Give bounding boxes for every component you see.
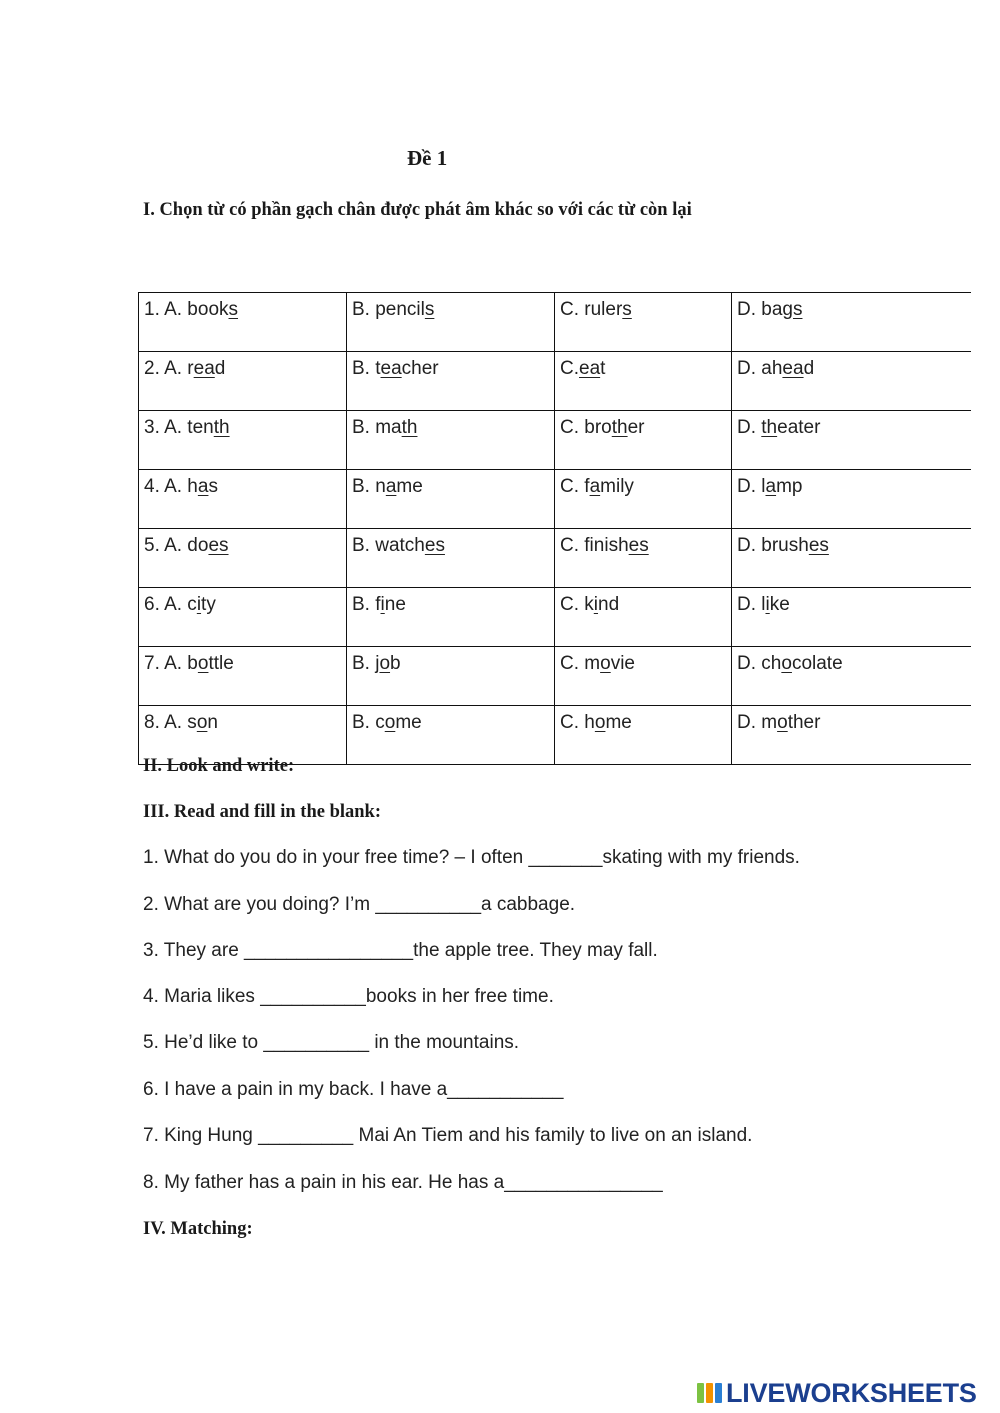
- option-cell: [732, 470, 971, 529]
- underlined-sound: i: [380, 594, 385, 615]
- option-text: vie: [610, 653, 635, 674]
- pronunciation-table-body: [139, 293, 971, 765]
- table-row: [139, 647, 971, 706]
- option-text: 5. A. do: [144, 535, 209, 556]
- option-text: b: [390, 653, 401, 674]
- option-cell: [732, 588, 971, 647]
- option-cell: [139, 647, 347, 706]
- option-text: ne: [384, 594, 406, 615]
- option-text: D. ah: [737, 358, 783, 379]
- option-cell: [732, 352, 971, 411]
- option-cell: [555, 706, 732, 765]
- option-text: er: [627, 417, 645, 438]
- pronunciation-table: [138, 292, 971, 765]
- underlined-sound: es: [628, 535, 649, 556]
- table-row: [139, 352, 971, 411]
- option-text: cher: [401, 358, 439, 379]
- option-cell: [139, 470, 347, 529]
- option-cell: [555, 352, 732, 411]
- option-cell: [555, 647, 732, 706]
- option-text: nd: [598, 594, 620, 615]
- option-text: C. k: [560, 594, 594, 615]
- option-text: me: [395, 712, 422, 733]
- underlined-sound: es: [208, 535, 229, 556]
- option-cell: [139, 529, 347, 588]
- option-text: 6. A. c: [144, 594, 197, 615]
- underlined-sound: th: [401, 417, 418, 438]
- fill-question-6: 6. I have a pain in my back. I have a___________: [143, 1079, 564, 1100]
- underlined-sound: o: [781, 653, 792, 674]
- option-text: ke: [769, 594, 790, 615]
- option-text: B. t: [352, 358, 381, 379]
- section-2-heading: II. Look and write:: [143, 756, 295, 776]
- underlined-sound: a: [197, 476, 209, 497]
- underlined-sound: o: [196, 712, 208, 733]
- option-cell: [139, 352, 347, 411]
- underlined-sound: o: [777, 712, 788, 733]
- option-text: 2. A. r: [144, 358, 194, 379]
- option-text: C. finish: [560, 535, 629, 556]
- fill-question-8: 8. My father has a pain in his ear. He has a_______________: [143, 1172, 663, 1193]
- option-text: 3. A. ten: [144, 417, 214, 438]
- option-text: D. ch: [737, 653, 782, 674]
- option-cell: [732, 411, 971, 470]
- fill-question-5: 5. He’d like to __________ in the mountains.: [143, 1032, 520, 1053]
- table-row: [139, 293, 971, 352]
- option-text: me: [605, 712, 632, 733]
- option-text: D. bag: [737, 299, 793, 320]
- option-text: B. j: [352, 653, 380, 674]
- table-row: [139, 588, 971, 647]
- option-cell: [347, 470, 555, 529]
- fill-question-2: 2. What are you doing? I’m __________a cabbage.: [143, 894, 576, 915]
- option-text: D.: [737, 417, 762, 438]
- option-text: 7. A. b: [144, 653, 198, 674]
- option-cell: [555, 470, 732, 529]
- option-cell: [347, 529, 555, 588]
- option-text: 1. A. book: [144, 299, 229, 320]
- option-text: ttle: [208, 653, 234, 674]
- underlined-sound: i: [765, 594, 770, 615]
- underlined-sound: a: [589, 476, 601, 497]
- option-text: D. l: [737, 476, 766, 497]
- underlined-sound: ea: [193, 358, 215, 379]
- option-cell: [555, 411, 732, 470]
- underlined-sound: o: [379, 653, 391, 674]
- underlined-sound: a: [385, 476, 397, 497]
- underlined-sound: i: [593, 594, 599, 615]
- fill-question-3: 3. They are ________________the apple tree. They may fall.: [143, 940, 658, 961]
- option-text: s: [208, 476, 218, 497]
- underlined-sound: ea: [782, 358, 804, 379]
- option-cell: [732, 706, 971, 765]
- table-row: [139, 411, 971, 470]
- underlined-sound: es: [808, 535, 829, 556]
- logo-text: LIVEWORKSHEETS: [726, 1377, 977, 1408]
- fill-question-7: 7. King Hung _________ Mai An Tiem and his family to live on an island.: [143, 1125, 753, 1146]
- underlined-sound: s: [792, 299, 803, 320]
- option-text: d: [214, 358, 226, 379]
- liveworksheets-logo-icon: [697, 1381, 723, 1405]
- underlined-sound: o: [384, 712, 396, 733]
- underlined-sound: o: [594, 712, 606, 733]
- table-row: [139, 529, 971, 588]
- underlined-sound: ea: [380, 358, 402, 379]
- option-cell: [555, 293, 732, 352]
- option-cell: [139, 293, 347, 352]
- option-cell: [732, 647, 971, 706]
- section-1-heading: I. Chọn từ có phần gạch chân được phát âm khác so với các từ còn lại: [143, 200, 692, 220]
- option-text: ty: [201, 594, 216, 615]
- fill-question-1: 1. What do you do in your free time? – I often _______skating with my friends.: [143, 847, 800, 868]
- underlined-sound: s: [622, 299, 632, 320]
- option-text: C. ruler: [560, 299, 623, 320]
- liveworksheets-logo: [697, 1376, 977, 1410]
- option-text: C. h: [560, 712, 595, 733]
- option-text: 8. A. s: [144, 712, 197, 733]
- option-text: B. c: [352, 712, 385, 733]
- option-text: eater: [777, 417, 821, 438]
- option-text: ther: [787, 712, 821, 733]
- option-cell: [347, 706, 555, 765]
- option-cell: [139, 411, 347, 470]
- option-text: B. pencil: [352, 299, 425, 320]
- option-text: mp: [776, 476, 803, 497]
- option-text: colate: [791, 653, 843, 674]
- underlined-sound: s: [424, 299, 435, 320]
- underlined-sound: es: [424, 535, 445, 556]
- section-4-heading: IV. Matching:: [143, 1219, 253, 1239]
- option-cell: [347, 352, 555, 411]
- option-text: D. brush: [737, 535, 809, 556]
- option-cell: [139, 588, 347, 647]
- option-text: B. watch: [352, 535, 425, 556]
- option-text: me: [396, 476, 423, 497]
- option-text: B. ma: [352, 417, 402, 438]
- table-row: [139, 470, 971, 529]
- option-text: B. f: [352, 594, 381, 615]
- option-text: mily: [600, 476, 634, 497]
- option-text: C. bro: [560, 417, 612, 438]
- option-text: B. n: [352, 476, 386, 497]
- option-text: C. m: [560, 653, 601, 674]
- option-text: D. m: [737, 712, 778, 733]
- underlined-sound: o: [197, 653, 209, 674]
- option-text: d: [803, 358, 815, 379]
- underlined-sound: o: [600, 653, 611, 674]
- underlined-sound: s: [228, 299, 239, 320]
- underlined-sound: th: [213, 417, 230, 438]
- option-text: C. f: [560, 476, 590, 497]
- option-cell: [555, 529, 732, 588]
- option-text: 4. A. h: [144, 476, 198, 497]
- option-cell: [732, 293, 971, 352]
- option-cell: [555, 588, 732, 647]
- section-3-heading: III. Read and fill in the blank:: [143, 802, 381, 822]
- option-text: t: [600, 358, 606, 379]
- fill-question-4: 4. Maria likes __________books in her free time.: [143, 986, 554, 1007]
- option-text: D. l: [737, 594, 766, 615]
- option-cell: [347, 588, 555, 647]
- option-cell: [732, 529, 971, 588]
- underlined-sound: ea: [579, 358, 601, 379]
- option-cell: [347, 647, 555, 706]
- option-cell: [347, 411, 555, 470]
- underlined-sound: th: [761, 417, 778, 438]
- option-text: C.: [560, 358, 579, 379]
- page-title: Đề 1: [407, 146, 448, 170]
- underlined-sound: a: [765, 476, 777, 497]
- underlined-sound: th: [611, 417, 628, 438]
- option-cell: [347, 293, 555, 352]
- underlined-sound: i: [196, 594, 202, 615]
- option-text: n: [207, 712, 218, 733]
